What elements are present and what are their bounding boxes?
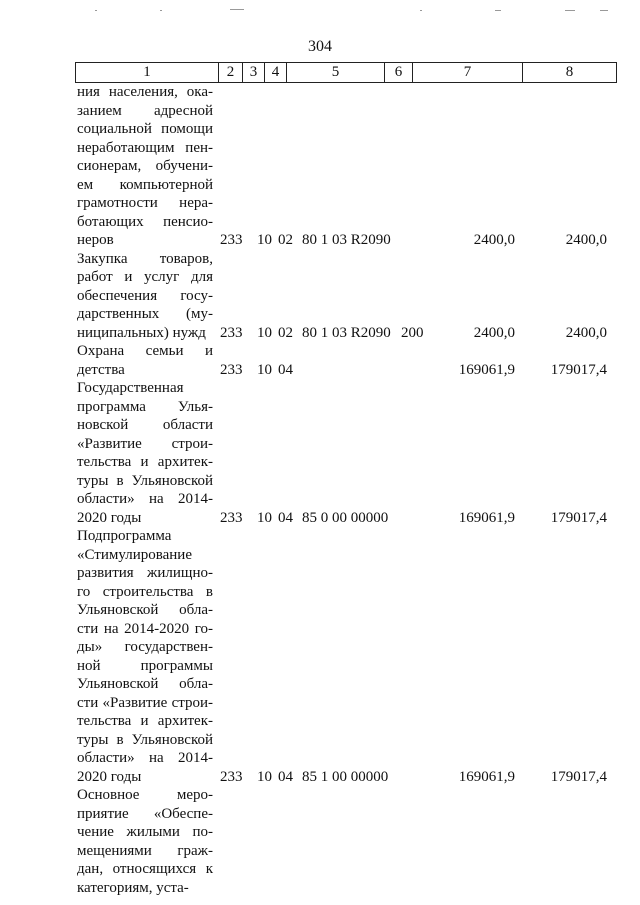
header-col-4: 4	[264, 63, 286, 82]
table-row	[75, 342, 615, 379]
description-line: неработающим пен-	[77, 139, 213, 156]
description-line: области» на 2014-	[77, 491, 213, 507]
scan-speck	[565, 10, 575, 11]
code-section: 10	[257, 361, 272, 378]
code-target-article: 80 1 03 R2090	[302, 232, 391, 248]
code-chapter: 233	[220, 768, 243, 785]
amount-year-2: 2400,0	[565, 324, 607, 341]
code-target-article: 85 0 00 00000	[302, 509, 389, 526]
scan-speck	[420, 10, 422, 11]
amount-year-2: 2400,0	[565, 232, 607, 248]
code-subsection: 02	[278, 232, 293, 248]
scan-speck	[495, 10, 501, 11]
amount-year-1: 2400,0	[473, 232, 515, 248]
code-subsection: 04	[278, 509, 293, 526]
scan-speck	[95, 10, 97, 11]
description-line: работ и услуг для	[77, 269, 213, 285]
amount-year-1: 169061,9	[458, 509, 515, 526]
description-line: ной программы	[77, 657, 213, 674]
description-line: грамотности нера-	[77, 195, 213, 211]
amount-year-2: 179017,4	[550, 768, 607, 785]
description-line: «Стимулирование	[77, 546, 192, 563]
code-expense-type: 200	[401, 324, 424, 341]
description-line: дан, относящихся к	[77, 861, 213, 877]
table-row	[75, 786, 615, 897]
row-description	[75, 83, 213, 250]
description-line: неров	[77, 232, 114, 248]
description-line: новской области	[77, 417, 213, 433]
code-subsection: 02	[278, 324, 293, 341]
row-description	[75, 379, 213, 527]
code-chapter: 233	[220, 232, 243, 248]
description-line: сти «Развитие строи-	[77, 694, 213, 711]
table-row	[75, 527, 615, 786]
description-line: программа Улья-	[77, 398, 213, 415]
description-line: ниципальных) нужд	[77, 324, 206, 341]
code-section: 10	[257, 509, 272, 526]
amount-year-1: 169061,9	[458, 768, 515, 785]
amount-year-2: 179017,4	[550, 361, 607, 378]
description-line: занием адресной	[77, 102, 213, 119]
page-number: 304	[308, 38, 332, 55]
description-line: Подпрограмма	[77, 528, 172, 544]
description-line: области» на 2014-	[77, 750, 213, 766]
code-subsection: 04	[278, 768, 293, 785]
row-description	[75, 250, 213, 343]
description-line: дарственных (му-	[77, 306, 213, 322]
code-section: 10	[257, 768, 272, 785]
amount-year-2: 179017,4	[550, 509, 607, 526]
header-col-5: 5	[286, 63, 384, 82]
code-target-article: 85 1 00 00000	[302, 768, 389, 785]
description-line: тельства и архитек-	[77, 454, 213, 470]
row-description	[75, 786, 213, 897]
table-row	[75, 379, 615, 527]
description-line: чение жилыми по-	[77, 824, 213, 840]
row-description	[75, 527, 213, 786]
scan-speck	[230, 9, 244, 10]
description-line: 2020 годы	[77, 768, 142, 785]
header-col-7: 7	[412, 63, 522, 82]
description-line: сти на 2014-2020 го-	[77, 620, 213, 637]
description-line: обеспечения госу-	[77, 287, 213, 304]
description-line: категориям, уста-	[77, 879, 189, 896]
description-line: сионерам, обучени-	[77, 158, 213, 174]
description-line: туры в Ульяновской	[77, 472, 213, 489]
header-col-1: 1	[143, 64, 151, 80]
scan-speck	[160, 10, 162, 11]
code-target-article: 80 1 03 R2090	[302, 324, 391, 341]
description-line: 2020 годы	[77, 509, 142, 526]
code-chapter: 233	[220, 361, 243, 378]
scan-speck	[600, 10, 608, 11]
table-row	[75, 250, 615, 343]
description-line: «Развитие строи-	[77, 435, 213, 452]
table-header	[75, 62, 617, 83]
description-line: мещениями граж-	[77, 842, 213, 859]
description-line: тельства и архитек-	[77, 713, 213, 729]
description-line: Государственная	[77, 380, 184, 396]
description-line: го строительства в	[77, 583, 213, 600]
description-line: развития жилищно-	[77, 565, 213, 581]
header-col-3: 3	[242, 63, 264, 82]
description-line: Основное меро-	[77, 787, 213, 803]
description-line: Охрана семьи и	[77, 343, 213, 359]
amount-year-1: 169061,9	[458, 361, 515, 378]
header-col-8: 8	[522, 63, 616, 82]
code-chapter: 233	[220, 324, 243, 341]
row-description	[75, 342, 213, 379]
description-line: ем компьютерной	[77, 176, 213, 193]
code-subsection: 04	[278, 361, 293, 378]
description-line: социальной помощи	[77, 121, 213, 137]
table-row	[75, 83, 615, 250]
table-body	[75, 83, 615, 897]
description-line: ния населения, ока-	[77, 84, 213, 100]
description-line: Закупка товаров,	[77, 250, 213, 267]
code-section: 10	[257, 232, 272, 248]
amount-year-1: 2400,0	[473, 324, 515, 341]
code-chapter: 233	[220, 509, 243, 526]
description-line: ботающих пенсио-	[77, 213, 213, 230]
header-col-6: 6	[384, 63, 412, 82]
code-section: 10	[257, 324, 272, 341]
description-line: детства	[77, 361, 125, 378]
description-line: приятие «Обеспе-	[77, 805, 213, 822]
header-col-2: 2	[218, 63, 242, 82]
description-line: Ульяновской обла-	[77, 602, 213, 618]
description-line: туры в Ульяновской	[77, 731, 213, 748]
description-line: Ульяновской обла-	[77, 676, 213, 692]
description-line: ды» государствен-	[77, 639, 213, 655]
